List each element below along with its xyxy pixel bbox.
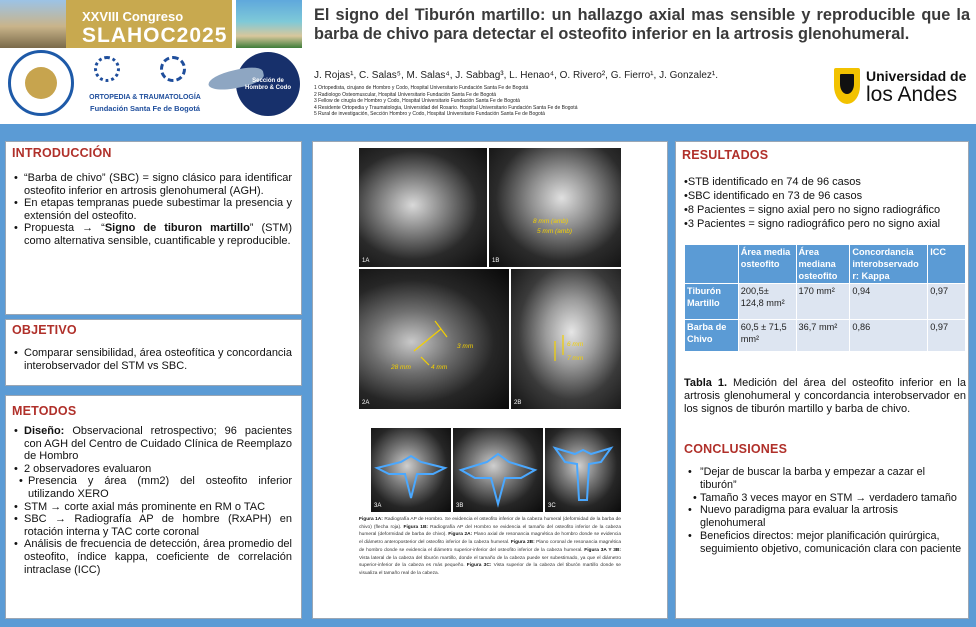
table-cell: 200,5± 124,8 mm² <box>738 284 796 320</box>
conclusiones-title: CONCLUSIONES <box>684 442 788 456</box>
list-item: •SBC identificado en 73 de 96 casos <box>684 190 863 202</box>
hombro-codo-shark-logo <box>208 52 302 116</box>
measure-label: 3 mm <box>457 343 474 350</box>
affiliation-item: 4 Residente Ortopedia y Traumatologia, Universidad del Rosario. Hospital Universitario Fundación Santa Fe de Bogotá <box>314 104 578 111</box>
shark-logo-text: Sección de Hombro & Codo <box>245 78 291 91</box>
measure-label: 4 mm <box>431 364 448 371</box>
fsfb-ortopedia-logo <box>82 52 208 116</box>
beach-photo <box>236 0 302 48</box>
universidad-de-los-andes-logo <box>834 66 974 108</box>
table-header-cell: ICC <box>928 245 966 284</box>
panel-label: 2B <box>514 400 522 406</box>
xray-figure-3a <box>371 428 451 512</box>
figure-panel <box>312 141 668 619</box>
list-item: • Propuesta → “Signo de tiburon martillo” (STM) como alternativa sensible, cuantificable y reproducible. <box>14 222 292 247</box>
list-item: • STM → corte axial más prominente en RM o TAC <box>14 501 292 514</box>
list-item: •8 Pacientes = signo axial pero no signo radiográfico <box>684 204 941 216</box>
table-caption-label: Tabla 1. <box>684 377 728 389</box>
row-label: Tiburón Martillo <box>685 284 739 320</box>
hammerhead-outline-icon <box>453 428 543 512</box>
table-cell: 0,94 <box>850 284 928 320</box>
caption-figure-label: Figura 3C: <box>466 563 492 569</box>
caption-figure-label: Figura 3A Y 3B: <box>584 547 621 553</box>
table-row <box>685 320 966 352</box>
xray-figure-3c <box>545 428 621 512</box>
affiliation-item: 3 Fellow de cirugía de Hombro y Codo, Hospital Universitario Fundación Santa Fe de Bogotá <box>314 98 520 105</box>
row-label: Barba de Chivo <box>685 320 739 352</box>
section-title: INTRODUCCIÓN <box>12 146 112 160</box>
table-header-cell: Concordancia interobservado r: Kappa <box>850 245 928 284</box>
objetivo-list <box>14 347 292 372</box>
uniandes-shield-icon <box>834 68 860 104</box>
fsfb-emblem-icon <box>160 56 186 82</box>
panel-label: 3B <box>456 503 464 509</box>
panel-label: 1A <box>362 258 370 264</box>
affiliation-item: 1 Ortopedista, cirujano de Hombro y Codo, Hospital Universitario Fundación Santa Fe de Bogotá <box>314 85 529 91</box>
results-table <box>684 244 966 352</box>
xray-figure-3b <box>453 428 543 512</box>
section-title: RESULTADOS <box>682 148 769 162</box>
table-caption <box>684 377 966 416</box>
measurement-lines <box>359 269 509 409</box>
proposal-emphasis: Signo de tiburon martillo <box>104 222 250 235</box>
metodos-section <box>5 395 302 619</box>
resultados-list <box>684 175 966 231</box>
caption-figure-label: Figura 2B: <box>510 540 535 546</box>
xray-figure-1a <box>359 148 487 267</box>
poster-title: El signo del Tiburón martillo: un hallazgo axial mas sensible y reproducible que la barba de chivo para detectar el osteofito inferior en la artrosis glenohumeral. <box>314 6 970 43</box>
authors-line: J. Rojas¹, C. Salas⁵, M. Salas⁴, J. Sabbag³, L. Henao⁴, O. Rivero², G. Fierro¹, J. Gonzalez¹. <box>314 70 718 81</box>
introduccion-list <box>14 172 292 248</box>
table-header-cell: Área media osteofito <box>738 245 796 284</box>
affiliations <box>314 85 577 118</box>
list-item: •3 Pacientes = signo radiográfico pero no signo axial <box>684 218 941 230</box>
xray-figure-1b <box>489 148 621 267</box>
measure-label: 5 mm (amb) <box>537 228 573 235</box>
table-cell: 0,86 <box>850 320 928 352</box>
table-cell: 0,97 <box>928 284 966 320</box>
table-cell: 60,5 ± 71,5 mm² <box>738 320 796 352</box>
poster-header <box>0 0 976 124</box>
objetivo-section <box>5 319 302 386</box>
list-item: • Diseño: Observacional retrospectivo; 96 pacientes con AGH del Centro de Cuidado Clínica de Reemplazo de Hombro <box>14 425 292 463</box>
mri-figure-2b <box>511 269 621 409</box>
section-title: METODOS <box>12 404 77 418</box>
measure-label: 8 mm (amb) <box>533 218 569 225</box>
list-item: • Presencia y área (mm2) del osteofito inferior utilizando XERO <box>14 475 292 500</box>
list-item: • Nuevo paradigma para evaluar la artrosis glenohumeral <box>688 504 964 530</box>
list-item: • En etapas tempranas puede subestimar la presencia y extensión del osteofito. <box>14 197 292 222</box>
seal-emblem-icon <box>25 67 57 99</box>
panel-label: 2A <box>362 400 370 406</box>
section-title: OBJETIVO <box>12 323 77 337</box>
measure-label: 28 mm <box>391 364 411 371</box>
list-item: • 2 observadores evaluaron <box>14 463 292 476</box>
conclusiones-list <box>688 466 964 556</box>
mri-figure-2a <box>359 269 509 409</box>
list-item: • Tamaño 3 veces mayor en STM → verdadero tamaño <box>688 492 964 505</box>
caption-figure-label: Figura 2A: <box>448 532 473 538</box>
table-header-row <box>685 245 966 284</box>
panel-label: 3C <box>548 503 556 509</box>
hammerhead-outline-icon <box>545 428 621 512</box>
university-line1: Universidad de <box>866 68 967 84</box>
table-row <box>685 284 966 320</box>
university-line2: los Andes <box>866 83 958 106</box>
introduccion-section <box>5 141 302 315</box>
congreso-slahoc-logo <box>66 0 232 48</box>
table-caption-text: Medición del área del osteofito inferior en la artrosis glenohumeral y concordancia interobservador en los signos de tiburón martillo y barba de chivo. <box>684 377 966 415</box>
list-item: • “Barba de chivo” (SBC) = signo clásico para identificar osteofito inferior en artrosis glenohumeral (AGH). <box>14 172 292 197</box>
panel-label: 1B <box>492 258 500 264</box>
list-item: •STB identificado en 74 de 96 casos <box>684 176 861 188</box>
society-seal-logo <box>8 50 74 116</box>
table-cell: 170 mm² <box>796 284 850 320</box>
list-item: • Comparar sensibilidad, área osteofítica y concordancia interobservador del STM vs SBC. <box>14 347 292 372</box>
congreso-line2: SLAHOC2025 <box>82 24 228 47</box>
hammerhead-outline-icon <box>371 428 451 512</box>
measurement-lines <box>511 269 621 409</box>
affiliation-item: 2 Radiologo Osteomuscular, Hospital Universitario Fundación Santa Fe de Bogotá <box>314 91 497 98</box>
table-cell: 36,7 mm² <box>796 320 850 352</box>
list-item: • ”Dejar de buscar la barba y empezar a cazar el tiburón” <box>688 466 964 492</box>
resultados-section <box>675 141 969 619</box>
cartagena-photo <box>0 0 66 48</box>
affiliation-item: 5 Rural de investigación, Sección Hombro y Codo, Hospital Universitario Fundación Santa Fe de Bogotá <box>314 111 545 118</box>
congreso-line1: XXVIII Congreso <box>82 9 184 24</box>
table-header-cell <box>685 245 739 284</box>
metodos-list <box>14 425 292 576</box>
measure-label: 6 mm <box>567 341 584 348</box>
list-item: • Beneficios directos: mejor planificación quirúrgica, seguimiento objetivo, comunicación clara con paciente <box>688 530 964 556</box>
table-cell: 0,97 <box>928 320 966 352</box>
caption-figure-label: Figura 1A: <box>359 517 383 522</box>
caption-figure-label: Figura 1B: <box>403 524 429 530</box>
figure-caption: Figura 1A: Radiografía AP de Hombro. Se evidencia el osteofito inferior de la cabeza humeral (deformidad de la barba de chivo) (flecha roja). Figura 1B: Radiografía AP del Hombro se evidencia el tamaño del osteofito inferior de la cabeza humeral (deformidad de barba de chivo). Figura 2A: Plano axial de resonancia magnética de hombro donde se evidencia el diámetro anteroposterior del osteofito inferior de la cabeza humeral. Figura 2B: Plano coronal de resonancia magnética de hombro donde se evidencia el diámetro superior-inferior del osteofito inferior de la cabeza humeral. Figura 3A Y 3B: Vista lateral de la cabeza del tiburón martillo, donde el tamaño de la cabeza puede ser subestimado, ya que el diámetro superior-inferior de la cabeza es más pequeño. Figura 3C: Vista superior de la cabeza del tiburón martillo donde se visualiza el tamaño real de la cabeza. <box>359 517 621 576</box>
table-header-cell: Área mediana osteofito <box>796 245 850 284</box>
panel-label: 3A <box>374 503 382 509</box>
measure-label: 7 mm <box>567 355 584 362</box>
fsfb-logo-line1: ORTOPEDIA & TRAUMATOLOGÍA <box>89 94 201 101</box>
list-item: • Análisis de frecuencia de detección, área promedio del osteofito, índice kappa, coeficiente de correlación intraclase (ICC) <box>14 538 292 576</box>
list-item: • SBC → Radiografía AP de hombre (RxAPH) en rotación interna y TAC corte coronal <box>14 513 292 538</box>
flower-emblem-icon <box>94 56 120 82</box>
fsfb-logo-line2: Fundación Santa Fe de Bogotá <box>89 104 200 113</box>
